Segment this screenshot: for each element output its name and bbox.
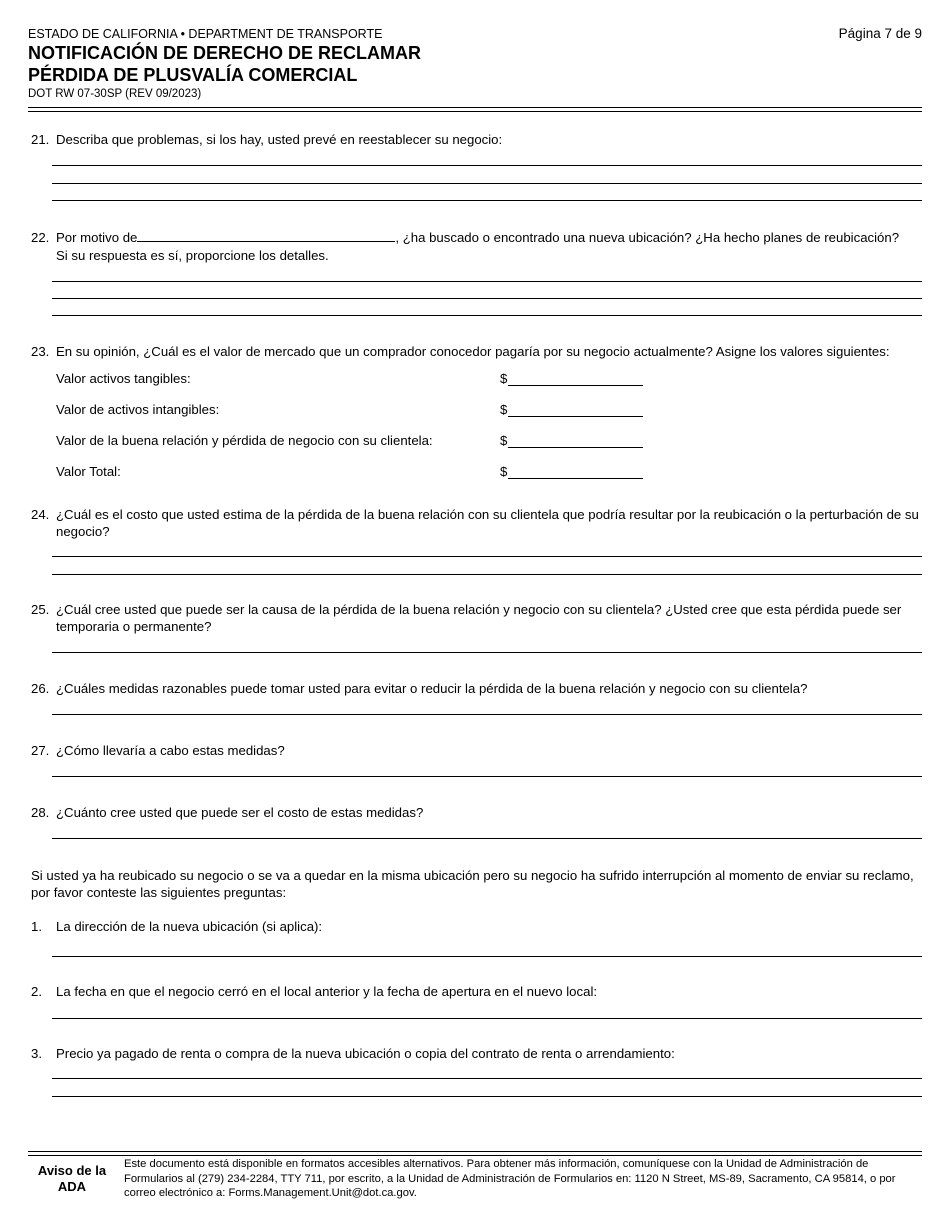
q25-answer-line[interactable] bbox=[52, 652, 922, 653]
q27-answer-line[interactable] bbox=[52, 776, 922, 777]
r1-answer-line[interactable] bbox=[52, 956, 922, 957]
form-title bbox=[28, 42, 421, 86]
tangible-assets-label: Valor activos tangibles: bbox=[56, 371, 191, 386]
form-id: DOT RW 07-30SP (REV 09/2023) bbox=[28, 88, 202, 100]
total-value-label: Valor Total: bbox=[56, 464, 121, 479]
dollar-sign: $ bbox=[500, 433, 508, 448]
q24-answer-line[interactable] bbox=[52, 556, 922, 557]
q26-number: 26. bbox=[31, 681, 50, 696]
q28-answer-line[interactable] bbox=[52, 838, 922, 839]
tangible-assets-field[interactable] bbox=[508, 385, 643, 386]
q22-text-c: Si su respuesta es sí, proporcione los detalles. bbox=[56, 248, 329, 263]
q22-text-a: Por motivo de bbox=[56, 230, 138, 245]
q24-text: ¿Cuál es el costo que usted estima de la pérdida de la buena relación con su clientela que podría resultar por la reubicación o la perturbación de su negocio? bbox=[56, 507, 919, 539]
q26-answer-line[interactable] bbox=[52, 714, 922, 715]
q22-number: 22. bbox=[31, 230, 50, 245]
q24-answer-line[interactable] bbox=[52, 574, 922, 575]
q28-text: ¿Cuánto cree usted que puede ser el costo de estas medidas? bbox=[56, 805, 424, 820]
footer-rule-top bbox=[28, 1151, 922, 1152]
q22-text-b: , ¿ha buscado o encontrado una nueva ubicación? ¿Ha hecho planes de reubicación? bbox=[395, 230, 900, 245]
q27-text: ¿Cómo llevaría a cabo estas medidas? bbox=[56, 743, 285, 758]
goodwill-value-field[interactable] bbox=[508, 447, 643, 448]
dollar-sign: $ bbox=[500, 402, 508, 417]
q24-number: 24. bbox=[31, 507, 50, 522]
header-rule-top bbox=[28, 107, 922, 108]
ada-notice-label: Aviso de la ADA bbox=[37, 1163, 107, 1194]
r2-number: 2. bbox=[31, 984, 42, 999]
q23-number: 23. bbox=[31, 344, 50, 359]
q28-number: 28. bbox=[31, 805, 50, 820]
q25-text: ¿Cuál cree usted que puede ser la causa de la pérdida de la buena relación y negocio con su clientela? ¿Usted cree que esta pérdida puede ser temporaria o permanente? bbox=[56, 602, 902, 634]
intangible-assets-label: Valor de activos intangibles: bbox=[56, 402, 220, 417]
r2-answer-line[interactable] bbox=[52, 1018, 922, 1019]
r1-text: La dirección de la nueva ubicación (si aplica): bbox=[56, 919, 323, 934]
q21-text: Describa que problemas, si los hay, usted prevé en reestablecer su negocio: bbox=[56, 132, 503, 147]
r3-number: 3. bbox=[31, 1046, 42, 1061]
q26-text: ¿Cuáles medidas razonables puede tomar usted para evitar o reducir la pérdida de la buena relación y negocio con su clientela? bbox=[56, 681, 808, 696]
r3-answer-line[interactable] bbox=[52, 1078, 922, 1079]
ada-notice-text: Este documento está disponible en formatos accesibles alternativos. Para obtener más información, comuníquese con la Unidad de Administración de Formularios al (279) 234-2284, TTY 711, por escrito, a la Unidad de Administración de Formularios en: 1120 N Street, MS-89, Sacramento, CA 95814, o por correo electrónico a: Forms.Management.Unit@dot.ca.gov. bbox=[124, 1158, 896, 1199]
q27-number: 27. bbox=[31, 743, 50, 758]
q22-answer-line[interactable] bbox=[52, 281, 922, 282]
q23-text: En su opinión, ¿Cuál es el valor de mercado que un comprador conocedor pagaría por su negocio actualmente? Asigne los valores siguientes: bbox=[56, 344, 890, 359]
r3-answer-line[interactable] bbox=[52, 1096, 922, 1097]
q21-number: 21. bbox=[31, 132, 50, 147]
q21-answer-line[interactable] bbox=[52, 183, 922, 184]
q22-text bbox=[56, 229, 922, 246]
r1-number: 1. bbox=[31, 919, 42, 934]
total-value-field[interactable] bbox=[508, 478, 643, 479]
relocated-intro: Si usted ya ha reubicado su negocio o se va a quedar en la misma ubicación pero su negocio ha sufrido interrupción al momento de enviar su reclamo, por favor conteste las siguientes preguntas: bbox=[31, 868, 914, 900]
page-number: Página 7 de 9 bbox=[838, 26, 922, 41]
q21-answer-line[interactable] bbox=[52, 200, 922, 201]
q22-answer-line[interactable] bbox=[52, 315, 922, 316]
header-rule-bottom bbox=[28, 111, 922, 112]
intangible-assets-field[interactable] bbox=[508, 416, 643, 417]
q22-reason-field[interactable] bbox=[137, 229, 395, 242]
form-title-line2: PÉRDIDA DE PLUSVALÍA COMERCIAL bbox=[28, 65, 358, 85]
r3-text: Precio ya pagado de renta o compra de la nueva ubicación o copia del contrato de renta o arrendamiento: bbox=[56, 1046, 675, 1061]
q25-number: 25. bbox=[31, 602, 50, 617]
q22-answer-line[interactable] bbox=[52, 298, 922, 299]
goodwill-value-label: Valor de la buena relación y pérdida de negocio con su clientela: bbox=[56, 433, 433, 448]
form-title-line1: NOTIFICACIÓN DE DERECHO DE RECLAMAR bbox=[28, 43, 422, 63]
dollar-sign: $ bbox=[500, 464, 508, 479]
footer-rule-bottom bbox=[28, 1155, 922, 1156]
q21-answer-line[interactable] bbox=[52, 165, 922, 166]
r2-text: La fecha en que el negocio cerró en el local anterior y la fecha de apertura en el nuevo local: bbox=[56, 984, 598, 999]
agency-name: ESTADO DE CALIFORNIA • DEPARTMENT DE TRANSPORTE bbox=[28, 27, 383, 41]
dollar-sign: $ bbox=[500, 371, 508, 386]
